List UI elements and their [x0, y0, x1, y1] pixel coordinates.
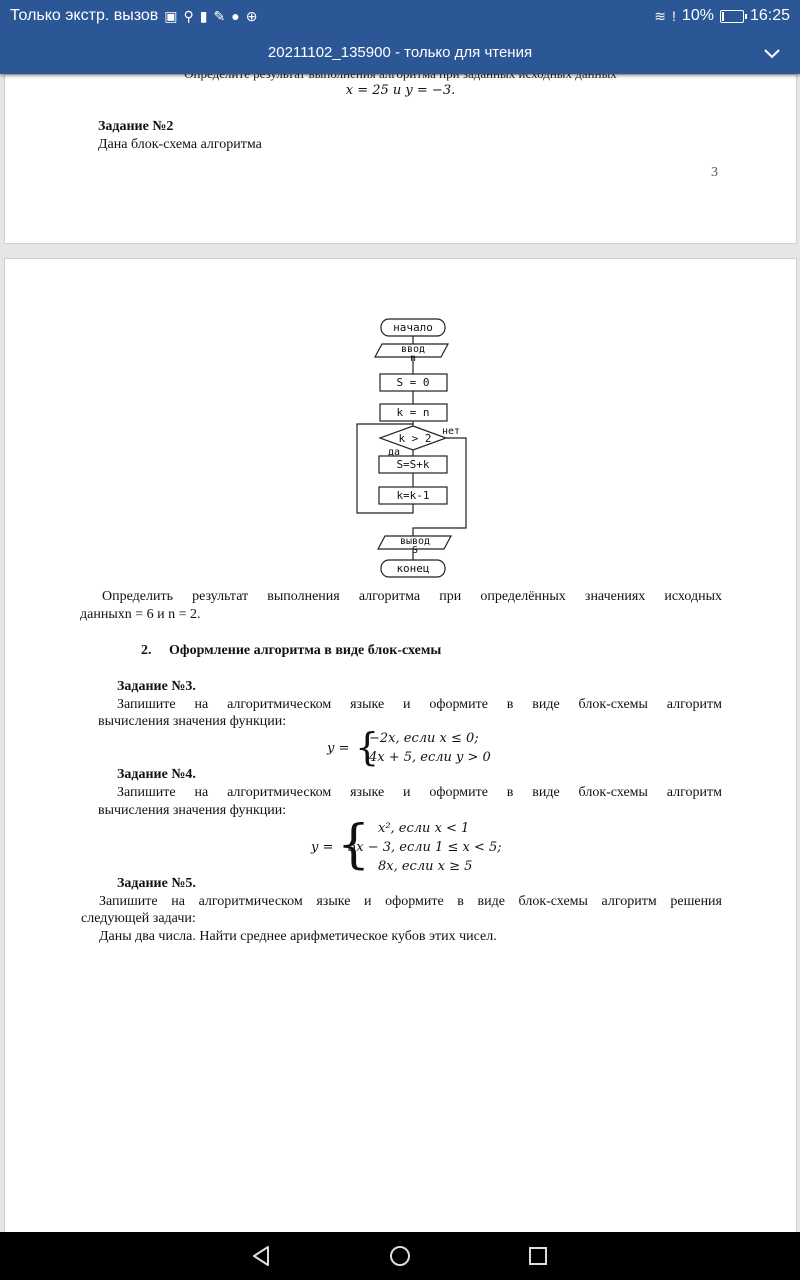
condition-label: k > 2: [398, 432, 432, 445]
f3-y: y =: [327, 741, 350, 756]
battery-percent: 10%: [681, 7, 714, 24]
task4-title: Задание №4.: [117, 767, 196, 782]
document-title: 20211102_135900 - только для чтения: [267, 44, 533, 61]
task2-title: Задание №2: [98, 119, 174, 134]
flowchart: [345, 314, 485, 589]
start-label: начало: [393, 321, 433, 334]
end-label: конец: [396, 562, 430, 575]
question-line-2: данныхn = 6 и n = 2.: [80, 607, 201, 622]
sim-status-icon: !: [672, 8, 676, 24]
recents-icon[interactable]: [524, 1242, 552, 1270]
battery-fill: [722, 12, 724, 21]
input-label: ввод: [400, 344, 426, 355]
document-title-bar: [0, 34, 800, 74]
s-init-label: S = 0: [396, 376, 430, 389]
task3-line-2: вычисления значения функции:: [98, 714, 287, 729]
f4-case-1: x², если x < 1: [378, 821, 470, 836]
task4-line-2: вычисления значения функции:: [98, 803, 287, 818]
yes-label: да: [388, 447, 401, 458]
task4-line-1: Запишите на алгоритмическом языке и оформите в виде блок-схемы алгоритм: [117, 785, 722, 800]
search-icon: ⚲: [183, 7, 194, 24]
input-var-label: n: [409, 353, 417, 364]
f4-case-2: 5x − 3, если 1 ≤ x < 5;: [348, 840, 502, 855]
sim-icon: ▮: [199, 7, 208, 24]
f4-brace: {: [337, 815, 371, 875]
task3-title: Задание №3.: [117, 679, 196, 694]
clock: 16:25: [749, 7, 790, 24]
document-page-4: [4, 258, 797, 1235]
battery-icon: [720, 10, 744, 23]
decrement-label: k=k-1: [396, 489, 430, 502]
wifi-icon: ≋: [654, 7, 667, 24]
output-var-label: S: [411, 545, 419, 556]
back-icon[interactable]: [248, 1242, 276, 1270]
status-bar: [0, 0, 800, 34]
f4-case-3: 8x, если x ≥ 5: [378, 859, 473, 874]
f3-case-2: 4x + 5, если y > 0: [369, 750, 491, 765]
clean-icon: ✎: [213, 7, 226, 24]
question-line-1: Определить результат выполнения алгоритма при определённых значениях исходных: [102, 589, 722, 604]
task5-title: Задание №5.: [117, 876, 196, 891]
add-icon: ⊕: [245, 7, 258, 24]
f4-y: y =: [311, 840, 334, 855]
chat-icon: ●: [231, 8, 240, 24]
f3-case-1: −2x, если x ≤ 0;: [369, 731, 479, 746]
given-values: x = 25 и y = −3.: [345, 83, 456, 98]
page-number: 3: [711, 165, 718, 180]
no-label: нет: [442, 426, 461, 437]
navigation-bar: [0, 1232, 800, 1280]
output-label: вывод: [399, 536, 431, 547]
sum-label: S=S+k: [396, 458, 430, 471]
k-init-label: k = n: [396, 406, 430, 419]
task5-line-3: Даны два числа. Найти среднее арифметическое кубов этих чисел.: [99, 929, 497, 944]
task5-line-2: следующей задачи:: [81, 911, 196, 926]
f3-brace: {: [355, 725, 380, 769]
gallery-icon: ▣: [164, 7, 178, 24]
chevron-down-icon[interactable]: [762, 34, 782, 74]
section-heading: 2. Оформление алгоритма в виде блок-схемы: [141, 643, 442, 658]
task3-line-1: Запишите на алгоритмическом языке и оформите в виде блок-схемы алгоритм: [117, 697, 722, 712]
task5-line-1: Запишите на алгоритмическом языке и оформите в виде блок-схемы алгоритм решения: [99, 894, 722, 909]
carrier-text: Только экстр. вызов: [10, 7, 159, 24]
document-page-3: [4, 74, 797, 244]
task2-text: Дана блок-схема алгоритма: [98, 137, 262, 152]
home-icon[interactable]: [386, 1242, 414, 1270]
